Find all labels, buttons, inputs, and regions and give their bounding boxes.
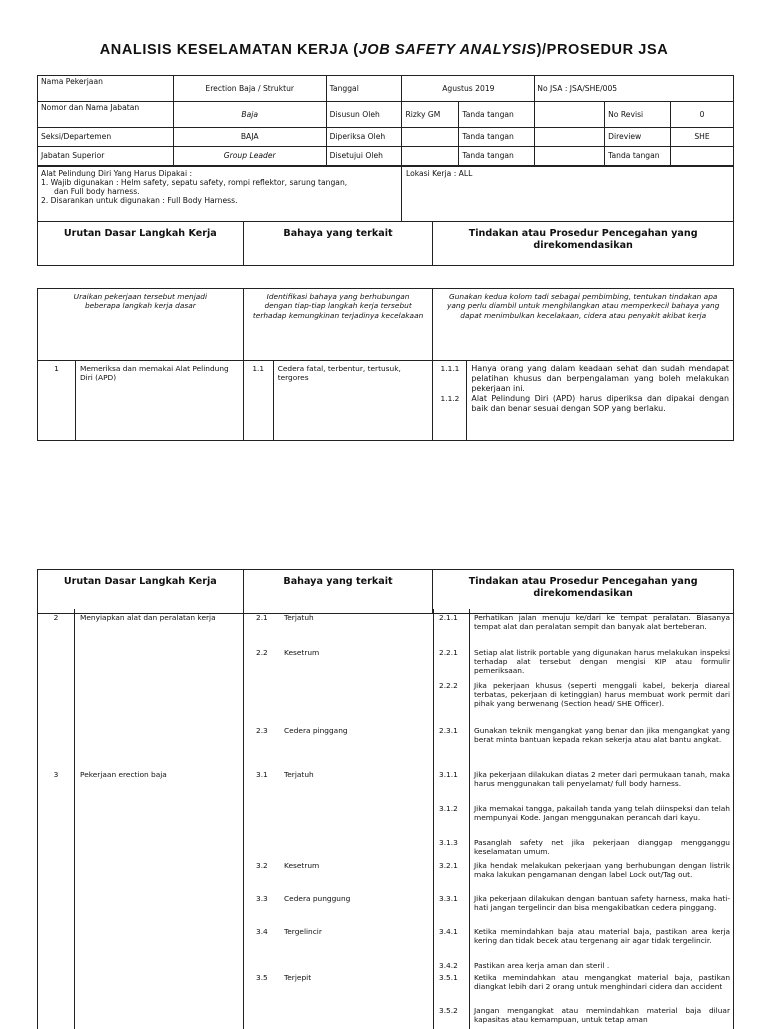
vline-4 [469, 609, 470, 1029]
direview-value: SHE [671, 128, 734, 147]
step3-action-no-4: 3.2.1 [439, 861, 458, 870]
title-italic: JOB SAFETY ANALYSIS [358, 42, 537, 58]
step2-action-2: Setiap alat listrik portable yang digunakan harus melakukan inspeksi terhadap alat tersebut dengan mengisi KIP atau formulir pemeriksaan. [474, 648, 730, 676]
step3-action-no-3: 3.1.3 [439, 838, 458, 847]
step2-hazard-1: Terjatuh [284, 613, 314, 622]
step3-hazard-1: Terjatuh [284, 770, 314, 779]
col-bahaya: Bahaya yang terkait [243, 222, 433, 266]
title-part2: )/PROSEDUR JSA [536, 42, 669, 58]
apd-item1-text: 1. Wajib digunakan : Helm safety, sepatu safety, rompi reflektor, sarung tangan, [41, 178, 348, 188]
step1-action-nos [433, 361, 467, 441]
step1-actions [467, 361, 734, 441]
step3-hazard-2: Kesetrum [284, 861, 320, 870]
step3-action-2: Jika memakai tangga, pakailah tanda yang telah diinspeksi dan telah mempunyai Kode. Jangan menggunakan perancah dari kayu. [474, 804, 730, 823]
step2-task: Menyiapkan alat dan peralatan kerja [80, 613, 216, 622]
step3-hazard-5: Terjepit [284, 973, 312, 982]
signature-cell-4 [671, 147, 734, 166]
step2-action-3: Jika pekerjaan khusus (seperti menggali kabel, bekerja diareal terbatas, pekerjaan di ketinggian) harus membuat work permit dari pihak yang berwenang (Section head/ SHE Officer). [474, 681, 730, 709]
guide-2: Identifikasi bahaya yang berhubungan dengan tiap-tiap langkah kerja tersebut terhadap kemungkinan terjadinya kecelakaan [243, 289, 433, 361]
step3-hazard-no-4: 3.4 [256, 927, 268, 936]
tanggal-value: Agustus 2019 [402, 76, 535, 102]
col2-urutan: Urutan Dasar Langkah Kerja [38, 570, 244, 614]
jabatan-value: Group Leader [173, 147, 326, 166]
guide-table [37, 288, 734, 441]
diperiksa-label: Diperiksa Oleh [326, 128, 402, 147]
step3-action-7: Pastikan area kerja aman dan steril . [474, 961, 610, 970]
jabatan-label: Jabatan Superior [38, 147, 174, 166]
column-header-table-2 [37, 569, 734, 614]
no-revisi-label: No Revisi [605, 102, 671, 128]
step3-action-no-8: 3.5.1 [439, 973, 458, 982]
vline-2 [243, 609, 244, 1029]
step3-action-6: Ketika memindahkan baja atau material baja, pastikan area kerja kering dan tidak becek atau tergenang air agar tidak tergelincir. [474, 927, 730, 946]
guide-1: Uraikan pekerjaan tersebut menjadi beberapa langkah kerja dasar [38, 289, 244, 361]
disetujui-label: Disetujui Oleh [326, 147, 402, 166]
step3-task: Pekerjaan erection baja [80, 770, 167, 779]
step2-action-no-4: 2.3.1 [439, 726, 458, 735]
col2-bahaya: Bahaya yang terkait [243, 570, 433, 614]
apd-heading: Alat Pelindung Diri Yang Harus Dipakai : [41, 169, 193, 178]
column-header-table-1 [37, 221, 734, 266]
apd-item2: 2. Disarankan untuk digunakan : Full Body Harness. [41, 196, 238, 206]
step3-action-8: Ketika memindahkan atau mengangkat material baja, pastikan diangkat lebih dari 2 orang untuk menghindari cidera dan accident [474, 973, 730, 992]
step1-hazard: Cedera fatal, terbentur, tertusuk, tergores [273, 361, 433, 441]
step2-hazard-2: Kesetrum [284, 648, 320, 657]
step3-action-no-7: 3.4.2 [439, 961, 458, 970]
signature-cell-2 [535, 128, 605, 147]
step3-action-no-9: 3.5.2 [439, 1006, 458, 1015]
header-table [37, 75, 734, 166]
col-tindakan: Tindakan atau Prosedur Pencegahan yang direkomendasikan [433, 222, 734, 266]
step1-action-no-1: 1.1.1 [440, 364, 460, 373]
lokasi-kerja: Lokasi Kerja : ALL [406, 169, 473, 178]
col-urutan: Urutan Dasar Langkah Kerja [38, 222, 244, 266]
step2-action-no-3: 2.2.2 [439, 681, 458, 690]
vline-3 [433, 609, 434, 1029]
step2-action-no-1: 2.1.1 [439, 613, 458, 622]
apd-left [38, 167, 402, 222]
disusun-value: Rizky GM [402, 102, 459, 128]
tanda-tangan-1: Tanda tangan [459, 102, 535, 128]
step1-task: Memeriksa dan memakai Alat Pelindung Diri (APD) [75, 361, 243, 441]
apd-item1 [41, 178, 398, 187]
step2-hazard-no-2: 2.2 [256, 648, 268, 657]
diperiksa-value [402, 128, 459, 147]
title-part1: ANALISIS KESELAMATAN KERJA ( [99, 42, 359, 58]
step3-action-no-5: 3.3.1 [439, 894, 458, 903]
step2-hazard-3: Cedera pinggang [284, 726, 348, 735]
step2-no: 2 [53, 613, 59, 622]
step1-action-2: Alat Pelindung Diri (APD) harus diperiksa dan dipakai dengan baik dan benar sesuai dengan SOP yang berlaku. [471, 393, 729, 413]
step3-hazard-no-2: 3.2 [256, 861, 268, 870]
step2-action-1: Perhatikan jalan menuju ke/dari ke tempat peralatan. Biasanya tempat alat dan peralatan sempit dan banyak alat berteberan. [474, 613, 730, 632]
tanggal-label: Tanggal [326, 76, 402, 102]
step1-hazard-no: 1.1 [243, 361, 273, 441]
step3-hazard-3: Cedera punggung [284, 894, 351, 903]
vline-1 [74, 609, 75, 1029]
tanda-tangan-2: Tanda tangan [459, 128, 535, 147]
step2-hazard-no-1: 2.1 [256, 613, 268, 622]
signature-cell-3 [535, 147, 605, 166]
no-revisi-value: 0 [671, 102, 734, 128]
seksi-value: BAJA [173, 128, 326, 147]
step3-action-no-2: 3.1.2 [439, 804, 458, 813]
nama-pekerjaan-value: Erection Baja / Struktur [173, 76, 326, 102]
step3-action-9: Jangan mengangkat atau memindahkan material baja diluar kapasitas atau kemampuan, untuk tetap aman [474, 1006, 730, 1025]
col2-tindakan: Tindakan atau Prosedur Pencegahan yang direkomendasikan [433, 570, 734, 614]
step3-hazard-no-5: 3.5 [256, 973, 268, 982]
step3-hazard-no-3: 3.3 [256, 894, 268, 903]
step1-action-no-2: 1.1.2 [440, 394, 460, 403]
step3-hazard-no-1: 3.1 [256, 770, 268, 779]
step3-action-no-1: 3.1.1 [439, 770, 458, 779]
disetujui-value [402, 147, 459, 166]
nomor-label: Nomor dan Nama Jabatan [38, 102, 174, 128]
step1-action-1: Hanya orang yang dalam keadaan sehat dan sudah mendapat pelatihan khusus dan berpengalaman yang boleh melakukan pekerjaan ini. [471, 364, 729, 393]
no-jsa: No JSA : JSA/SHE/005 [535, 76, 734, 102]
nama-pekerjaan-label: Nama Pekerjaan [38, 76, 174, 102]
step3-action-1: Jika pekerjaan dilakukan diatas 2 meter dari permukaan tanah, maka harus menggunakan tali penyelamat/ full body harness. [474, 770, 730, 789]
disusun-label: Disusun Oleh [326, 102, 402, 128]
step2-action-4: Gunakan teknik mengangkat yang benar dan jika mengangkat yang berat minta bantuan kepada rekan sekerja atau alat bantu angkat. [474, 726, 730, 745]
step2-action-no-2: 2.2.1 [439, 648, 458, 657]
step3-action-3: Pasanglah safety net jika pekerjaan dianggap mengganggu keselamatan umum. [474, 838, 730, 857]
step1-no: 1 [38, 361, 76, 441]
signature-cell-1 [535, 102, 605, 128]
step3-action-no-6: 3.4.1 [439, 927, 458, 936]
step3-action-5: Jika pekerjaan dilakukan dengan bantuan safety harness, maka hati-hati jangan tergelincir dan bisa mengakibatkan cedera pinggang. [474, 894, 730, 913]
apd-section [37, 166, 734, 222]
guide-3: Gunakan kedua kolom tadi sebagai pembimbing, tentukan tindakan apa yang perlu diambil untuk menghilangkan atau memperkecil bahaya yang dapat menimbulkan kecelakaan, cidera atau penyakit akibat kerja [433, 289, 734, 361]
steps-body [37, 609, 734, 1029]
step3-hazard-4: Tergelincir [284, 927, 322, 936]
tanda-tangan-3: Tanda tangan [459, 147, 535, 166]
step3-no: 3 [53, 770, 59, 779]
seksi-label: Seksi/Departemen [38, 128, 174, 147]
direview-label: Direview [605, 128, 671, 147]
nomor-value: Baja [173, 102, 326, 128]
apd-item1b: dan Full body harness. [54, 187, 140, 197]
step2-hazard-no-3: 2.3 [256, 726, 268, 735]
document-title [0, 42, 768, 58]
step3-action-4: Jika hendak melakukan pekerjaan yang berhubungan dengan listrik maka lakukan pengamanan dengan label Lock out/Tag out. [474, 861, 730, 880]
tanda-tangan-4: Tanda tangan [605, 147, 671, 166]
